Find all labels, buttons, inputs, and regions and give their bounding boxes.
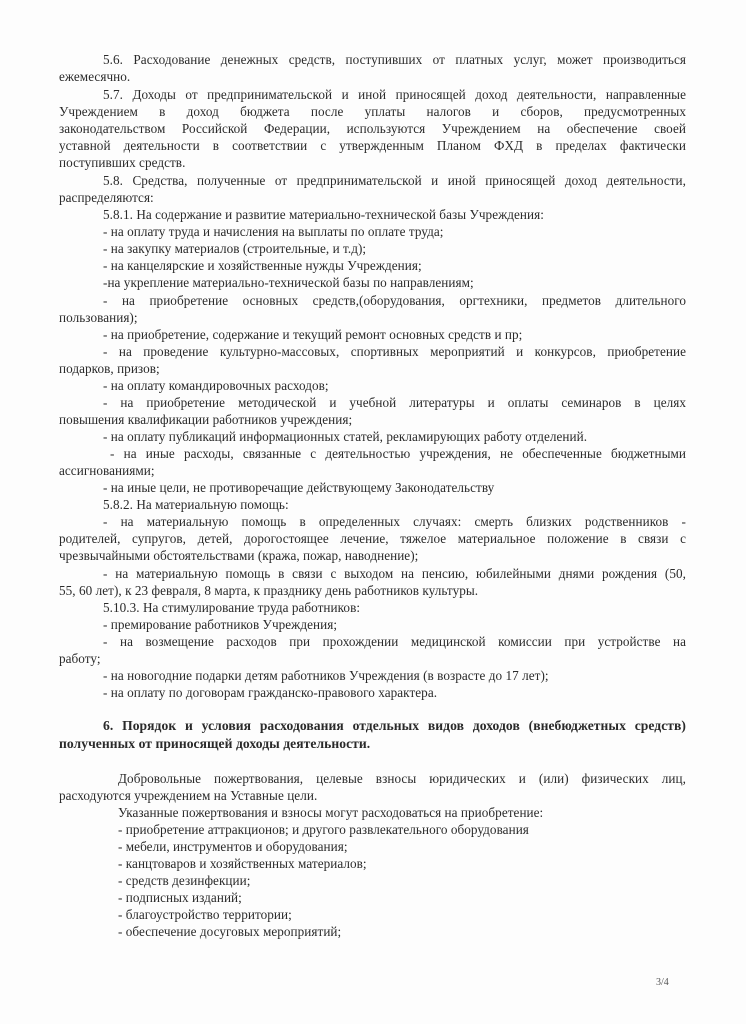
text-line: родителей, супругов, детей, дорогостоящее лечение, тяжелое материальное положение в связи с (59, 531, 686, 546)
text-line: работу; (59, 651, 101, 666)
text-line: - на оплату командировочных расходов; (103, 378, 329, 393)
text-line: - премирование работников Учреждения; (103, 617, 338, 632)
text-line: - мебели, инструментов и оборудования; (118, 839, 348, 854)
section-heading: 6. Порядок и условия расходования отдельных видов доходов (внебюджетных средств) (103, 718, 686, 733)
text-line: чрезвычайными обстоятельствами (кража, пожар, наводнение); (59, 548, 419, 563)
text-line: - на проведение культурно-массовых, спортивных мероприятий и конкурсов, приобретение (103, 344, 686, 359)
text-line: законодательством Российской Федерации, используются Учреждением на обеспечение своей (59, 121, 686, 136)
text-line: распределяются: (59, 190, 154, 205)
text-line: - обеспечение досуговых мероприятий; (118, 924, 342, 939)
text-line: - на приобретение, содержание и текущий ремонт основных средств и пр; (103, 327, 523, 342)
text-line: - на оплату по договорам гражданско-правового характера. (103, 685, 438, 700)
page-number: 3/4 (656, 977, 669, 988)
text-line: - канцтоваров и хозяйственных материалов; (118, 856, 367, 871)
text-line: расходуются учреждением на Уставные цели. (59, 788, 318, 803)
text-line: 5.8.1. На содержание и развитие материально-технической базы Учреждения: (103, 207, 544, 222)
text-line: 5.6. Расходование денежных средств, поступивших от платных услуг, может производиться (103, 52, 686, 67)
text-line: - на материальную помощь в связи с выходом на пенсию, юбилейными днями рождения (50, (103, 566, 686, 581)
section-heading: полученных от приносящей доходы деятельности. (59, 736, 371, 751)
text-line: 5.7. Доходы от предпринимательской и иной приносящей доход деятельности, направленные (103, 87, 686, 102)
text-line: Добровольные пожертвования, целевые взносы юридических и (или) физических лиц, (118, 771, 686, 786)
text-line: - на материальную помощь в определенных случаях: смерть близких родственников - (103, 514, 686, 529)
text-line: - на новогодние подарки детям работников Учреждения (в возрасте до 17 лет); (103, 668, 549, 683)
text-line: - на приобретение основных средств,(оборудования, оргтехники, предметов длительного (103, 293, 686, 308)
text-line: -на укрепление материально-технической базы по направлениям; (103, 275, 474, 290)
text-line: Указанные пожертвования и взносы могут расходоваться на приобретение: (118, 805, 544, 820)
text-line: 5.8. Средства, полученные от предпринимательской и иной приносящей доход деятельности, (103, 173, 686, 188)
text-line: - на возмещение расходов при прохождении медицинской комиссии при устройстве на (103, 634, 686, 649)
text-line: - средств дезинфекции; (118, 873, 251, 888)
text-line: - на иные расходы, связанные с деятельностью учреждения, не обеспеченные бюджетными (110, 446, 686, 461)
text-line: подарков, призов; (59, 361, 160, 376)
text-line: ассигнованиями; (59, 463, 155, 478)
text-line: - приобретение аттракционов; и другого развлекательного оборудования (118, 822, 529, 837)
text-line: 55, 60 лет), к 23 февраля, 8 марта, к празднику день работников культуры. (59, 583, 479, 598)
text-line: - благоустройство территории; (118, 907, 292, 922)
text-line: - на канцелярские и хозяйственные нужды Учреждения; (103, 258, 422, 273)
text-line: - на закупку материалов (строительные, и т.д); (103, 241, 367, 256)
text-line: ежемесячно. (59, 69, 131, 84)
text-line: Учреждением в доход бюджета после уплаты налогов и сборов, предусмотренных (59, 104, 686, 119)
text-line: - на приобретение методической и учебной литературы и оплаты семинаров в целях (103, 395, 686, 410)
text-line: - на иные цели, не противоречащие действующему Законодательству (103, 480, 495, 495)
text-line: - на оплату публикаций информационных статей, рекламирующих работу отделений. (103, 429, 588, 444)
text-line: 5.8.2. На материальную помощь: (103, 497, 289, 512)
text-line: поступивших средств. (59, 155, 186, 170)
text-line: - на оплату труда и начисления на выплаты по оплате труда; (103, 224, 444, 239)
text-line: пользования); (59, 310, 138, 325)
text-line: уставной деятельности в соответствии с утвержденным Планом ФХД в пределах фактически (59, 138, 686, 153)
text-line: повышения квалификации работников учреждения; (59, 412, 353, 427)
text-line: - подписных изданий; (118, 890, 242, 905)
text-line: 5.10.3. На стимулирование труда работников: (103, 600, 361, 615)
